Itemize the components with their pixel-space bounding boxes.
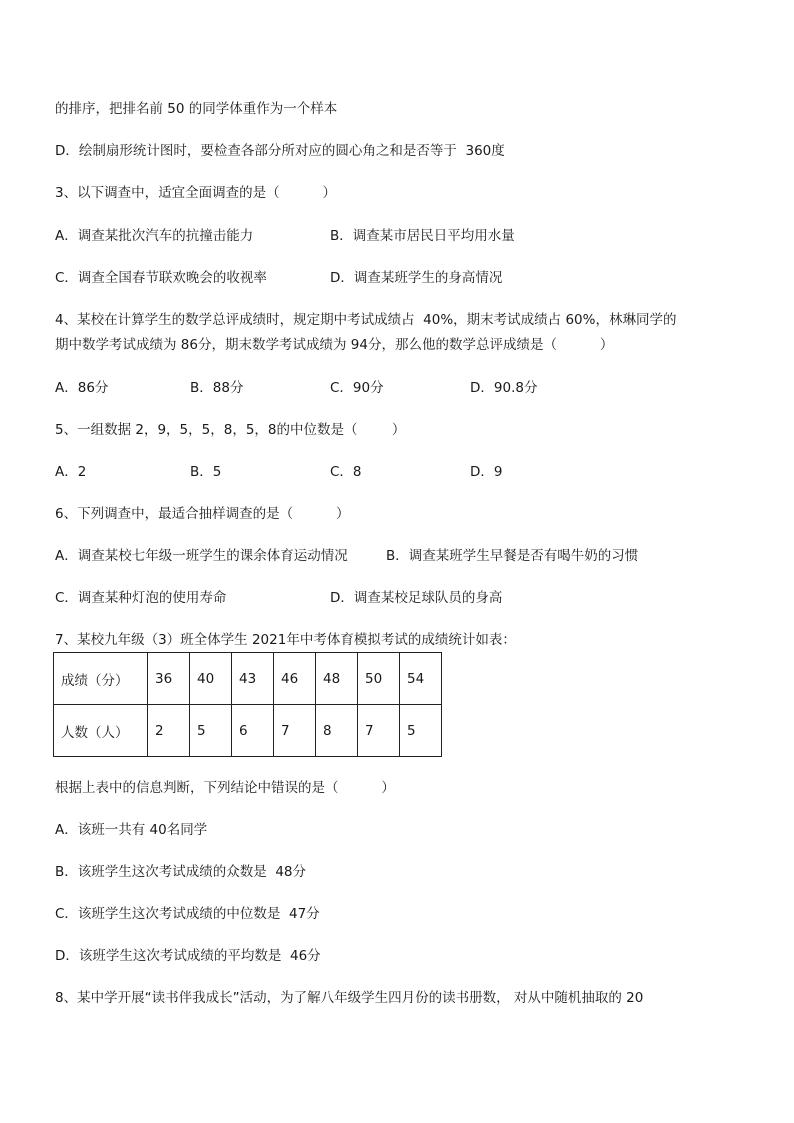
question-7-subquestion: 根据上表中的信息判断，下列结论中错误的是（ ） <box>55 780 395 796</box>
q5-option-a: A．2 <box>55 464 87 480</box>
q6-option-b: B．调查某班学生早餐是否有喝牛奶的习惯 <box>386 548 639 564</box>
q4-option-d: D．90.8分 <box>470 380 538 396</box>
table-cell: 54 <box>400 653 442 705</box>
table-cell: 8 <box>316 705 358 757</box>
table-cell: 6 <box>232 705 274 757</box>
q6-option-a: A．调查某校七年级一班学生的课余体育运动情况 <box>55 548 348 564</box>
q5-option-b: B．5 <box>190 464 222 480</box>
table-cell: 2 <box>148 705 190 757</box>
q4-option-c: C．90分 <box>330 380 384 396</box>
table-cell: 50 <box>358 653 400 705</box>
question-7-stem: 7、某校九年级（3）班全体学生 2021年中考体育模拟考试的成绩统计如表： <box>55 632 516 648</box>
table-cell: 36 <box>148 653 190 705</box>
table-cell: 5 <box>190 705 232 757</box>
question-4-stem-line2: 期中数学考试成绩为 86分，期末数学考试成绩为 94分，那么他的数学总评成绩是（ ） <box>55 337 614 353</box>
q4-option-a: A．86分 <box>55 380 109 396</box>
table-cell: 40 <box>190 653 232 705</box>
question-5-stem: 5、一组数据 2，9，5，5，8，5，8的中位数是（ ） <box>55 422 406 438</box>
q6-option-d: D．调查某校足球队员的身高 <box>330 590 503 606</box>
table-cell: 5 <box>400 705 442 757</box>
question-6-stem: 6、下列调查中，最适合抽样调查的是（ ） <box>55 506 350 522</box>
table-row-counts <box>54 705 442 757</box>
q6-option-c: C．调查某种灯泡的使用寿命 <box>55 590 227 606</box>
continued-text-line: 的排序，把排名前 50 的同学体重作为一个样本 <box>55 101 338 117</box>
table-cell: 48 <box>316 653 358 705</box>
table-cell: 7 <box>274 705 316 757</box>
table-cell: 7 <box>358 705 400 757</box>
q7-option-a: A．该班一共有 40名同学 <box>55 822 208 838</box>
q5-option-c: C．8 <box>330 464 362 480</box>
row-header-score: 成绩（分） <box>54 653 148 705</box>
q7-option-b: B．该班学生这次考试成绩的众数是 48分 <box>55 864 307 880</box>
question-3-stem: 3、以下调查中，适宜全面调查的是（ ） <box>55 185 337 201</box>
q3-option-a: A．调查某批次汽车的抗撞击能力 <box>55 228 254 244</box>
question-8-stem: 8、某中学开展“读书伴我成长”活动，为了解八年级学生四月份的读书册数， 对从中随机抽取的 20 <box>55 990 644 1006</box>
q4-option-b: B．88分 <box>190 380 244 396</box>
row-header-count: 人数（人） <box>54 705 148 757</box>
score-table <box>53 652 442 757</box>
option-d-prev-question: D．绘制扇形统计图时，要检查各部分所对应的圆心角之和是否等于 360度 <box>55 143 505 159</box>
table-row-scores <box>54 653 442 705</box>
table-cell: 46 <box>274 653 316 705</box>
q3-option-d: D．调查某班学生的身高情况 <box>330 270 503 286</box>
q3-option-c: C．调查全国春节联欢晚会的收视率 <box>55 270 267 286</box>
q5-option-d: D．9 <box>470 464 503 480</box>
q7-option-d: D．该班学生这次考试成绩的平均数是 46分 <box>55 948 321 964</box>
q3-option-b: B．调查某市居民日平均用水量 <box>330 228 515 244</box>
question-4-stem-line1: 4、某校在计算学生的数学总评成绩时，规定期中考试成绩占 40%，期末考试成绩占 60%，林琳同学的 <box>55 312 677 328</box>
table-cell: 43 <box>232 653 274 705</box>
q7-option-c: C．该班学生这次考试成绩的中位数是 47分 <box>55 906 320 922</box>
